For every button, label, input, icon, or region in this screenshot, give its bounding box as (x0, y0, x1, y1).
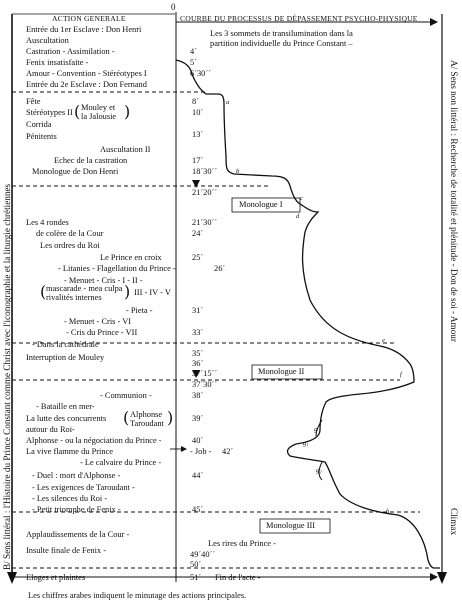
header-left: ACTION GENERALE (52, 14, 126, 23)
bottom-arrowhead (430, 573, 438, 581)
curve-mark-c: c (300, 195, 303, 202)
time-2130: 21´30´´ (192, 218, 218, 227)
action-e8: - Duel : mort d'Alphonse - (32, 471, 121, 480)
time-44: 44´ (192, 471, 204, 480)
time-42: 42´ (222, 447, 234, 456)
action-e3: La lutte des concurrents (26, 414, 107, 423)
time-50: 50´ (190, 560, 202, 569)
action-c7c: III - IV - V (134, 288, 171, 297)
action-b1: Fête (26, 97, 41, 106)
action-a2: Auscultation (26, 36, 69, 45)
action-e6: La vive flamme du Prince (26, 447, 113, 456)
action-e3a: Alphonse (130, 410, 163, 419)
action-c5: - Litanies - Flagellation du Prince - (58, 264, 176, 273)
action-c6: - Menuet - Cris - I - II - (64, 276, 143, 285)
action-a4: Fenix insatisfaite - (26, 58, 89, 67)
time-8: 8´ (192, 97, 199, 106)
action-c7a: mascarade - mea culpa (46, 284, 123, 293)
action-a1: Entrée du 1er Esclave : Don Henri (26, 25, 142, 34)
action-e9: - Les exigences de Taroudant - (32, 483, 135, 492)
brace-c7: ( (40, 282, 47, 301)
top-note-arrowhead (430, 18, 438, 26)
curve-mark-g2: g₂ (316, 467, 322, 474)
right-axis-arrowhead (437, 572, 447, 584)
time-630: 6´30´´ (190, 69, 211, 78)
action-b2b: la Jalousie (81, 112, 117, 121)
action-c3: Les ordres du Roi (40, 241, 100, 250)
action-c1: Les 4 rondes (26, 218, 69, 227)
action-b2: Stéréotypes II (26, 108, 73, 117)
time-35: 35´ (192, 349, 204, 358)
left-axis-label: B/ Sens littéral : l'Histoire du Prince Constant comme Christ avec l'iconographie et la liturgie chrétiennes (2, 183, 12, 570)
right-axis-label-b: Climax (449, 508, 459, 536)
time-17: 17´ (192, 156, 204, 165)
brace-c7-close: ) (124, 282, 131, 301)
curve-mark-f: f (400, 371, 402, 378)
action-a3: Castration - Assimilation - (26, 47, 115, 56)
action-c10: - Cris du Prince - VII (66, 328, 138, 337)
time-39: 39´ (192, 414, 204, 423)
action-b7: Monologue de Don Henri (32, 167, 119, 176)
time-40: 40´ (192, 436, 204, 445)
time-5: 5´ (190, 58, 197, 67)
time-4940: 49´40´´ (190, 550, 216, 559)
monologue-boxes (232, 195, 330, 533)
action-f2: Insulte finale de Fenix - (26, 546, 107, 555)
action-b4: Pénitents (26, 132, 57, 141)
curve-mark-g1: g₁ (303, 440, 309, 447)
action-c2: de colère de la Cour (36, 229, 104, 238)
time-38: 38´ (192, 391, 204, 400)
curve-mark-a: a (226, 99, 230, 106)
curve-mark-h: h (386, 508, 390, 515)
time-26: 26´ (214, 264, 226, 273)
action-f1: Applaudissements de la Cour - (26, 530, 130, 539)
time-13: 13´ (192, 130, 204, 139)
time-3715: 37´15´´ (192, 369, 218, 378)
brace-e3-close: ) (167, 408, 174, 427)
curve-mark-e: e (382, 337, 385, 344)
time-36: 36´ (192, 359, 204, 368)
time-10: 10´ (192, 108, 204, 117)
monologue-3: Monologue III (266, 521, 316, 530)
action-e1: - Communion - (100, 391, 152, 400)
action-e2: - Bataille en mer- (36, 402, 95, 411)
action-d1: Interruption de Mouley (26, 353, 105, 362)
curve-mark-d: d (296, 213, 300, 220)
marker-arrow-job-head (181, 446, 187, 452)
action-e10: - Les silences du Roi - (32, 494, 108, 503)
action-e7: - Le calvaire du Prince - (80, 458, 162, 467)
action-f1b: Les rires du Prince - (208, 539, 276, 548)
action-g2: Fin de l'acte - (215, 573, 261, 582)
action-c4: Le Prince en croix (100, 253, 162, 262)
action-a5: Amour - Convention - Stéréotypes I (26, 69, 147, 78)
time-51: 51´ (190, 573, 202, 582)
top-note-line2: partition individuelle du Prince Constant – (210, 39, 353, 48)
time-3730: 37´30´´ (192, 380, 218, 389)
action-e3b: Taroudant (130, 419, 164, 428)
process-curve (176, 60, 440, 568)
curve-mark-b: b (236, 168, 240, 175)
brace-b2-close: ) (124, 102, 131, 121)
time-25: 25´ (192, 253, 204, 262)
action-a6: Entrée du 2e Esclave : Don Fernand (26, 80, 147, 89)
action-c11: - Dans la cathédrale (32, 340, 99, 349)
action-c9: - Menuet - Cris - VI (64, 317, 132, 326)
action-b3: Corrida (26, 120, 52, 129)
action-c8: - Pieta - (126, 306, 153, 315)
brace-e3: ( (123, 408, 130, 427)
action-b2a: Mouley et (81, 103, 116, 112)
action-e5: Alphonse - ou la négociation du Prince - (26, 436, 162, 445)
left-axis-arrowhead (7, 572, 17, 584)
right-axis-label-a: A/ Sens non littéral : Recherche de totalité et plénitude - Don de soi - Amour (449, 60, 459, 342)
time-1830: 18´30´´ (192, 167, 218, 176)
time-24: 24´ (192, 229, 204, 238)
brace-b2: ( (74, 102, 81, 121)
time-2120: 21´20´´ (192, 188, 218, 197)
curve-mark-g: g (314, 426, 318, 433)
monologue-1: Monologue I (239, 200, 283, 209)
top-note-line1: Les 3 sommets de transilumination dans la (210, 29, 353, 38)
monologue-2: Monologue II (258, 367, 305, 376)
footer-note: Les chiffres arabes indiquent le minutage des actions principales. (28, 591, 247, 600)
action-e6b: - Job - (190, 447, 212, 456)
action-c7b: rivalités internes (46, 293, 102, 302)
action-e4: autour du Roi- (26, 425, 75, 434)
action-b6: Echec de la castration (54, 156, 128, 165)
time-31: 31´ (192, 306, 204, 315)
time-45: 45´ (192, 505, 204, 514)
marker-arrow-1830 (192, 180, 200, 188)
action-b5: Auscultation II (100, 145, 151, 154)
header-zero: 0 (171, 2, 176, 12)
action-g1: Eloges et plaintes (26, 573, 86, 582)
header-right: COURBE DU PROCESSUS DE DÉPASSEMENT PSYCHO-PHYSIQUE (180, 14, 418, 23)
action-e11: - Petit triomphe de Fenix - (32, 505, 121, 514)
time-33: 33´ (192, 328, 204, 337)
time-4: 4´ (190, 47, 197, 56)
